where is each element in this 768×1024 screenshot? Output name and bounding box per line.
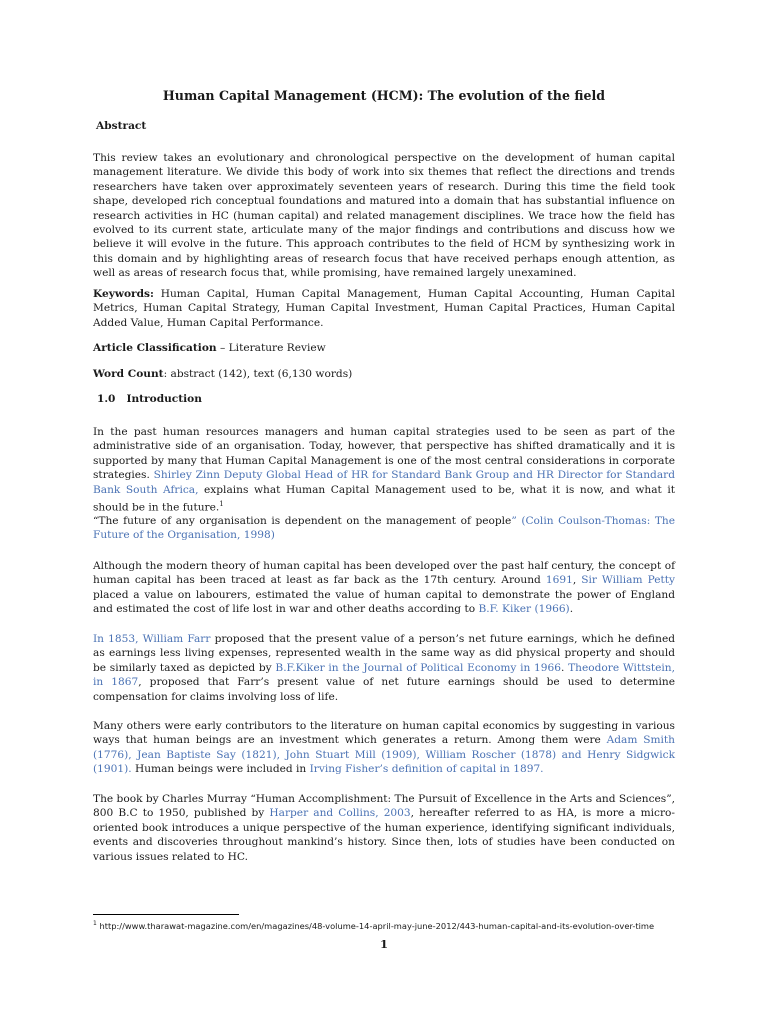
link-kiker-1966[interactable]: B.F. Kiker (1966) bbox=[478, 603, 570, 616]
wordcount-text: : abstract (142), text (6,130 words) bbox=[163, 368, 353, 380]
classification-text: – Literature Review bbox=[216, 342, 326, 354]
page-title: Human Capital Management (HCM): The evolution of the field bbox=[162, 88, 606, 103]
footnote-ref[interactable]: 1 bbox=[219, 500, 224, 509]
text-run: Although the modern theory of human capital has been developed over the past half century, the concept of human capital has been traced at least as far back as the 17th century. Around bbox=[93, 560, 675, 587]
link-1691[interactable]: 1691 bbox=[545, 574, 573, 587]
intro-paragraph-3 bbox=[93, 632, 675, 704]
text-run: The book by Charles Murray “Human Accomplishment: The Pursuit of Excellence in the Arts and Sciences”, 800 B.C to 1950, published by bbox=[93, 793, 675, 820]
link-wittstein[interactable]: Theodore Wittstein, in 1867 bbox=[93, 661, 675, 689]
link-irving-fisher[interactable]: Irving Fisher’s definition of capital in 1897. bbox=[309, 763, 544, 776]
keywords-paragraph bbox=[93, 287, 675, 330]
text-run: explains what Human Capital Management used to be, what it is now, and what it should be in the future. bbox=[93, 483, 675, 514]
quote-paragraph bbox=[93, 514, 675, 543]
footnote-number: 1 bbox=[93, 920, 97, 927]
page-number: 1 bbox=[379, 937, 388, 951]
text-run: . bbox=[569, 603, 574, 616]
text-run: “The future of any organisation is dependent on the management of people bbox=[93, 515, 512, 527]
intro-paragraph-2 bbox=[93, 559, 675, 617]
text-run: proposed that the present value of a person’s net future earnings, which he defined as earnings less living expenses, represented wealth in the same way as did physical property and should be similarly taxed as depicted by bbox=[93, 633, 675, 674]
intro-paragraph-4 bbox=[93, 719, 675, 777]
intro-paragraph-5 bbox=[93, 792, 675, 864]
link-william-petty[interactable]: Sir William Petty bbox=[581, 574, 675, 587]
footnote bbox=[93, 920, 693, 931]
footnote-divider bbox=[93, 914, 239, 915]
introduction-heading: 1.0 Introduction bbox=[97, 393, 202, 405]
link-william-farr[interactable]: In 1853, William Farr bbox=[93, 633, 211, 645]
link-kiker-journal[interactable]: B.F.Kiker in the Journal of Political Economy in 1966 bbox=[275, 661, 561, 674]
link-early-contributors[interactable]: Adam Smith (1776), Jean Baptiste Say (1821), John Stuart Mill (1909), William Roscher (1878) and Henry Sidgwick (1901). bbox=[93, 734, 675, 776]
keywords-text: Human Capital, Human Capital Management, Human Capital Accounting, Human Capital Metrics, Human Capital Strategy, Human Capital Investment, Human Capital Practices, Human Capital Added Value, Human Capital Performance. bbox=[93, 288, 675, 329]
link-shirley-zinn[interactable]: Shirley Zinn Deputy Global Head of HR for Standard Bank Group and HR Director for Standard Bank South Africa, bbox=[93, 469, 675, 496]
text-run: , proposed that Farr’s present value of net future earnings should be used to determine compensation for claims involving loss of life. bbox=[93, 676, 675, 703]
keywords-label: Keywords: bbox=[93, 288, 154, 300]
intro-paragraph-1 bbox=[93, 425, 675, 515]
text-run: Human beings were included in bbox=[131, 763, 310, 776]
link-harper-collins[interactable]: Harper and Collins, 2003 bbox=[269, 807, 411, 820]
wordcount-label: Word Count bbox=[93, 368, 164, 380]
classification-label: Article Classification bbox=[93, 342, 217, 354]
text-run: placed a value on labourers, estimated the value of human capital to demonstrate the power of England and estimated the cost of life lost in war and other deaths according to bbox=[93, 588, 675, 616]
abstract-heading: Abstract bbox=[96, 120, 147, 132]
wordcount-line bbox=[93, 367, 675, 381]
abstract-paragraph: This review takes an evolutionary and chronological perspective on the development of human capital management literature. We divide this body of work into six themes that reflect the directions and trends researchers have taken over approximately seventeen years of research. During this time the field took shape, developed rich conceptual foundations and matured into a domain that has substantial influence on research activities in HC (human capital) and related management disciplines. We trace how the field has evolved to its current state, articulate many of the major findings and contributions and discuss how we believe it will evolve in the future. This approach contributes to the field of HCM by synthesizing work in this domain and by highlighting areas of research focus that have received perhaps enough attention, as well as areas of research focus that, while promising, have remained largely unexamined. bbox=[93, 152, 675, 280]
footnote-url[interactable]: http://www.tharawat-magazine.com/en/magazines/48-volume-14-april-may-june-2012/443-human-capital-and-its-evolution-over-time bbox=[96, 920, 655, 931]
text-run: In the past human resources managers and human capital strategies used to be seen as part of the administrative side of an organisation. Today, however, that perspective has shifted dramatically and it is supported by many that Human Capital Management is one of the most central considerations in corporate strategies. bbox=[93, 426, 675, 482]
text-run: , bbox=[572, 574, 582, 587]
text-run: Many others were early contributors to the literature on human capital economics by suggesting in various ways that human beings are an investment which generates a return. Among them were bbox=[93, 720, 675, 747]
classification-line bbox=[93, 341, 675, 355]
link-coulson-thomas[interactable]: ” (Colin Coulson-Thomas: The Future of the Organisation, 1998) bbox=[93, 515, 675, 542]
text-run: . bbox=[560, 661, 569, 674]
text-run: , hereafter referred to as HA, is more a micro-oriented book introduces a unique perspective of the human experience, identifying significant individuals, events and discoveries throughout mankind’s history. Since then, lots of studies have been conducted on various issues related to HC. bbox=[93, 807, 675, 863]
